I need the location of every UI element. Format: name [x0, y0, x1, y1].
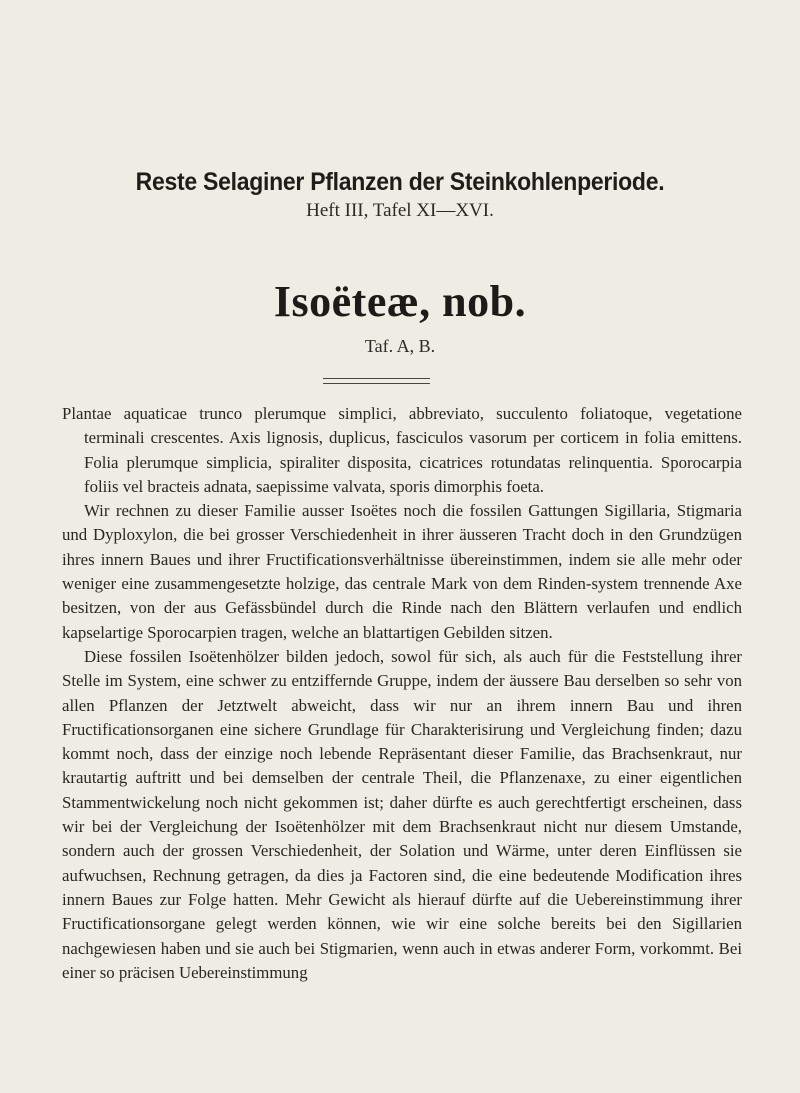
- page-subtitle: Heft III, Tafel XI—XVI.: [306, 200, 494, 221]
- latin-diagnosis: Plantae aquaticae trunco plerumque simplici, abbreviato, succulento foliatoque, vegetatione terminali crescentes. Axis lignosis, duplicus, fasciculos vasorum per corticem in folia emittens. Folia plerumque simplicia, spiraliter disposita, cicatrices rotundatas relinquentia. Sporocarpia foliis vel bracteis adnata, saepissime valvata, sporis dimorphis foeta.: [62, 404, 742, 496]
- paragraph-2: Diese fossilen Isoëtenhölzer bilden jedoch, sowol für sich, als auch für die Feststellung ihrer Stelle im System, eine schwer zu entziffernde Gruppe, indem der äussere Bau derselben so sehr von allen Pflanzen der Jetztwelt abweicht, dass wir nur an ihrem innern Bau und ihren Fructificationsorganen eine sichere Grundlage für Charakterisirung und Vergleichung finden; dazu kommt noch, dass der einzige noch lebende Repräsentant dieser Familie, das Brachsenkraut, nur krautartig auftritt und bei demselben der centrale Theil, die Pflanzenaxe, zu einer eigentlichen Stammentwickelung noch nicht gekommen ist; daher dürfte es auch gerechtfertigt erscheinen, dass wir bei der Vergleichung der Isoëtenhölzer mit dem Brachsenkraut nicht nur diesem Umstande, sondern auch der grossen Verschiedenheit, der Solation und Wärme, unter deren Einflüssen sie aufwuchsen, Rechnung getragen, da dies ja Factoren sind, die eine bedeutende Modification ihres innern Baues zur Folge hatten. Mehr Gewicht als hierauf dürfte auf die Uebereinstimmung ihrer Fructificationsorgane gelegt werden können, wie wir eine solche bereits bei den Sigillarien nachgewiesen haben und sie auch bei Stigmarien, wenn auch in etwas anderer Form, vorkommt. Bei einer so präcisen Uebereinstimmung: [62, 646, 742, 982]
- body-text: [62, 402, 742, 985]
- section-title: Isoëteæ, nob.: [273, 277, 527, 326]
- page-title: Reste Selaginer Pflanzen der Steinkohlenperiode.: [135, 168, 665, 196]
- paragraph-1: Wir rechnen zu dieser Familie ausser Isoëtes noch die fossilen Gattungen Sigillaria, Stigmaria und Dyploxylon, die bei grosser Verschiedenheit in ihrer äusseren Tracht doch in den Grundzügen ihres innern Baues und ihrer Fructificationsverhältnisse übereinstimmen, indem sie alle mehr oder weniger eine zusammengesetzte holzige, das centrale Mark von dem Rinden-system trennende Axe besitzen, von der aus Gefässbündel durch die Rinde nach den Blättern verlaufen und endlich kapselartige Sporocarpien tragen, welche an blattartigen Gebilden sitzen.: [62, 501, 742, 642]
- plate-reference: Taf. A, B.: [364, 336, 436, 356]
- double-rule-divider: [323, 378, 430, 384]
